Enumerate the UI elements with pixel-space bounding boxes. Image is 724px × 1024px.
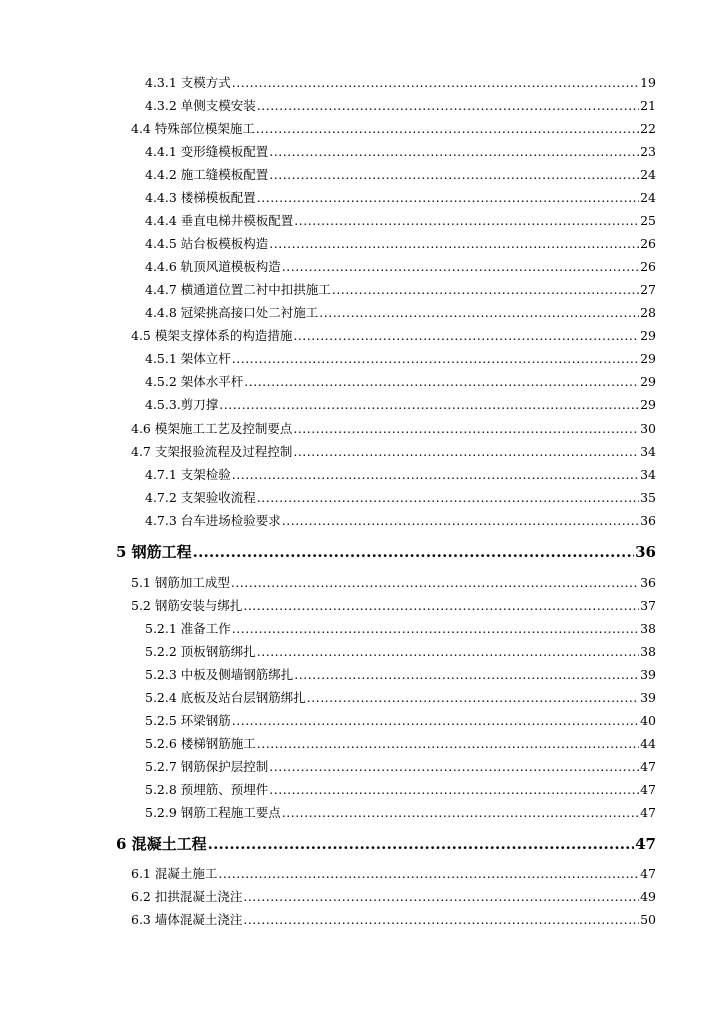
toc-entry-label: 4.6 模架施工工艺及控制要点	[131, 421, 293, 436]
toc-dot-leader	[193, 543, 634, 561]
toc-entry[interactable]	[145, 98, 656, 114]
toc-entry-page: 36	[640, 575, 656, 590]
toc-entry-page: 34	[640, 467, 656, 482]
toc-entry[interactable]	[145, 713, 656, 729]
toc-entry-page: 26	[640, 259, 656, 274]
toc-entry-label: 4.3.1 支模方式	[145, 75, 231, 90]
toc-entry-label: 6.1 混凝土施工	[131, 866, 218, 881]
toc-entry-label: 5.2 钢筋安装与绑扎	[131, 598, 243, 613]
toc-dot-leader	[257, 736, 639, 752]
toc-dot-leader	[269, 167, 639, 183]
toc-entry[interactable]	[131, 575, 656, 591]
toc-entry-page: 23	[640, 144, 656, 159]
toc-entry-page: 37	[640, 598, 656, 613]
toc-entry[interactable]	[145, 782, 656, 798]
toc-dot-leader	[243, 889, 639, 905]
toc-dot-leader	[257, 98, 639, 114]
toc-entry-page: 36	[640, 513, 656, 528]
toc-entry-page: 50	[640, 912, 656, 927]
toc-entry[interactable]	[145, 167, 656, 183]
toc-entry-label: 4.5.1 架体立杆	[145, 351, 231, 366]
toc-entry-label: 4.5 模架支撑体系的构造措施	[131, 328, 293, 343]
toc-dot-leader	[219, 397, 639, 413]
toc-entry[interactable]	[145, 374, 656, 390]
toc-dot-leader	[282, 259, 639, 275]
toc-dot-leader	[243, 912, 639, 928]
toc-dot-leader	[293, 328, 639, 344]
toc-entry-page: 29	[640, 328, 656, 343]
toc-entry-label: 5.2.9 钢筋工程施工要点	[145, 805, 281, 820]
toc-entry-label: 4.7.2 支架验收流程	[145, 490, 256, 505]
toc-entry[interactable]	[145, 690, 656, 706]
toc-dot-leader	[243, 598, 639, 614]
toc-entry[interactable]	[145, 621, 656, 637]
toc-chapter-entry[interactable]	[116, 543, 656, 561]
toc-dot-leader	[269, 759, 639, 775]
toc-dot-leader	[332, 282, 639, 298]
toc-entry-page: 38	[640, 621, 656, 636]
toc-entry[interactable]	[131, 598, 656, 614]
toc-entry-label: 4.4 特殊部位模架施工	[131, 121, 255, 136]
toc-dot-leader	[293, 421, 639, 437]
toc-entry-label: 4.4.3 楼梯模板配置	[145, 190, 256, 205]
toc-entry-label: 5.2.2 顶板钢筋绑扎	[145, 644, 256, 659]
toc-entry-label: 5.2.6 楼梯钢筋施工	[145, 736, 256, 751]
toc-entry[interactable]	[145, 805, 656, 821]
toc-entry-label: 6.2 扣拱混凝土浇注	[131, 889, 243, 904]
toc-entry-page: 24	[640, 190, 656, 205]
toc-entry[interactable]	[145, 236, 656, 252]
toc-dot-leader	[269, 236, 639, 252]
toc-entry-page: 19	[640, 75, 656, 90]
toc-dot-leader	[257, 644, 639, 660]
toc-entry[interactable]	[145, 667, 656, 683]
toc-entry-page: 39	[640, 690, 656, 705]
toc-entry[interactable]	[145, 759, 656, 775]
toc-entry[interactable]	[131, 889, 656, 905]
toc-dot-leader	[232, 467, 639, 483]
toc-entry-page: 27	[640, 282, 656, 297]
toc-entry-label: 4.3.2 单侧支模安装	[145, 98, 256, 113]
toc-entry[interactable]	[145, 467, 656, 483]
toc-entry-page: 44	[640, 736, 656, 751]
toc-entry-page: 47	[640, 866, 656, 881]
toc-entry[interactable]	[131, 328, 656, 344]
toc-dot-leader	[282, 805, 639, 821]
toc-dot-leader	[232, 351, 639, 367]
toc-entry-label: 4.4.7 横通道位置二衬中扣拱施工	[145, 282, 331, 297]
toc-entry-label: 6 混凝土工程	[116, 835, 207, 853]
toc-entry-page: 40	[640, 713, 656, 728]
toc-entry[interactable]	[145, 490, 656, 506]
toc-dot-leader	[244, 374, 639, 390]
toc-dot-leader	[282, 513, 639, 529]
toc-entry-label: 4.4.6 轨顶风道模板构造	[145, 259, 281, 274]
toc-dot-leader	[256, 121, 639, 137]
toc-dot-leader	[294, 667, 639, 683]
toc-entry[interactable]	[131, 121, 656, 137]
toc-entry[interactable]	[145, 75, 656, 91]
toc-entry-page: 26	[640, 236, 656, 251]
toc-entry-page: 28	[640, 305, 656, 320]
toc-entry[interactable]	[145, 259, 656, 275]
toc-entry-label: 5.2.5 环梁钢筋	[145, 713, 231, 728]
toc-dot-leader	[257, 490, 639, 506]
toc-entry-page: 47	[635, 835, 656, 853]
toc-entry-page: 30	[640, 421, 656, 436]
toc-entry[interactable]	[131, 421, 656, 437]
toc-dot-leader	[232, 621, 639, 637]
toc-entry-page: 47	[640, 759, 656, 774]
toc-dot-leader	[232, 713, 639, 729]
toc-dot-leader	[231, 575, 639, 591]
toc-entry-label: 5.2.3 中板及侧墙钢筋绑扎	[145, 667, 294, 682]
toc-dot-leader	[294, 213, 639, 229]
toc-entry-page: 25	[640, 213, 656, 228]
toc-entry-page: 21	[640, 98, 656, 113]
toc-entry-label: 5.2.4 底板及站台层钢筋绑扎	[145, 690, 306, 705]
toc-entry-label: 6.3 墙体混凝土浇注	[131, 912, 243, 927]
toc-entry-label: 4.7 支架报验流程及过程控制	[131, 444, 293, 459]
toc-entry-page: 38	[640, 644, 656, 659]
toc-entry[interactable]	[145, 397, 656, 413]
toc-entry-label: 4.4.4 垂直电梯井模板配置	[145, 213, 294, 228]
toc-entry-page: 29	[640, 351, 656, 366]
toc-dot-leader	[307, 690, 639, 706]
toc-entry[interactable]	[145, 282, 656, 298]
toc-entry-label: 4.7.3 台车进场检验要求	[145, 513, 281, 528]
toc-entry-page: 36	[635, 543, 656, 561]
toc-dot-leader	[269, 144, 639, 160]
toc-entry-label: 5.2.7 钢筋保护层控制	[145, 759, 269, 774]
toc-entry-label: 4.4.8 冠梁挑高接口处二衬施工	[145, 305, 319, 320]
toc-entry[interactable]	[145, 305, 656, 321]
toc-entry-label: 5.2.1 准备工作	[145, 621, 231, 636]
toc-entry-label: 4.4.1 变形缝模板配置	[145, 144, 269, 159]
toc-dot-leader	[232, 75, 639, 91]
toc-entry-label: 5.2.8 预埋筋、预埋件	[145, 782, 269, 797]
toc-entry-label: 4.5.2 架体水平杆	[145, 374, 244, 389]
toc-entry-page: 39	[640, 667, 656, 682]
toc-entry-page: 29	[640, 397, 656, 412]
toc-entry-page: 29	[640, 374, 656, 389]
toc-dot-leader	[218, 866, 639, 882]
toc-dot-leader	[257, 190, 639, 206]
toc-chapter-entry[interactable]	[116, 835, 656, 853]
toc-entry-page: 47	[640, 782, 656, 797]
toc-entry[interactable]	[131, 444, 656, 460]
toc-entry[interactable]	[145, 351, 656, 367]
toc-entry[interactable]	[145, 213, 656, 229]
toc-entry-label: 4.4.5 站台板模板构造	[145, 236, 269, 251]
toc-entry-label: 5.1 钢筋加工成型	[131, 575, 230, 590]
toc-entry[interactable]	[145, 736, 656, 752]
toc-entry-page: 24	[640, 167, 656, 182]
toc-entry-page: 22	[640, 121, 656, 136]
toc-dot-leader	[269, 782, 639, 798]
toc-entry[interactable]	[131, 866, 656, 882]
toc-entry-label: 4.7.1 支架检验	[145, 467, 231, 482]
toc-entry[interactable]	[145, 144, 656, 160]
toc-dot-leader	[319, 305, 639, 321]
toc-entry[interactable]	[145, 644, 656, 660]
toc-entry-page: 34	[640, 444, 656, 459]
toc-entry-label: 4.5.3.剪刀撑	[145, 397, 219, 412]
toc-entry[interactable]	[145, 190, 656, 206]
toc-entry[interactable]	[145, 513, 656, 529]
toc-entry-page: 49	[640, 889, 656, 904]
toc-entry[interactable]	[131, 912, 656, 928]
toc-entry-label: 5 钢筋工程	[116, 543, 192, 561]
toc-entry-label: 4.4.2 施工缝模板配置	[145, 167, 269, 182]
toc-dot-leader	[208, 835, 634, 853]
toc-entry-page: 47	[640, 805, 656, 820]
toc-dot-leader	[293, 444, 639, 460]
toc-entry-page: 35	[640, 490, 656, 505]
